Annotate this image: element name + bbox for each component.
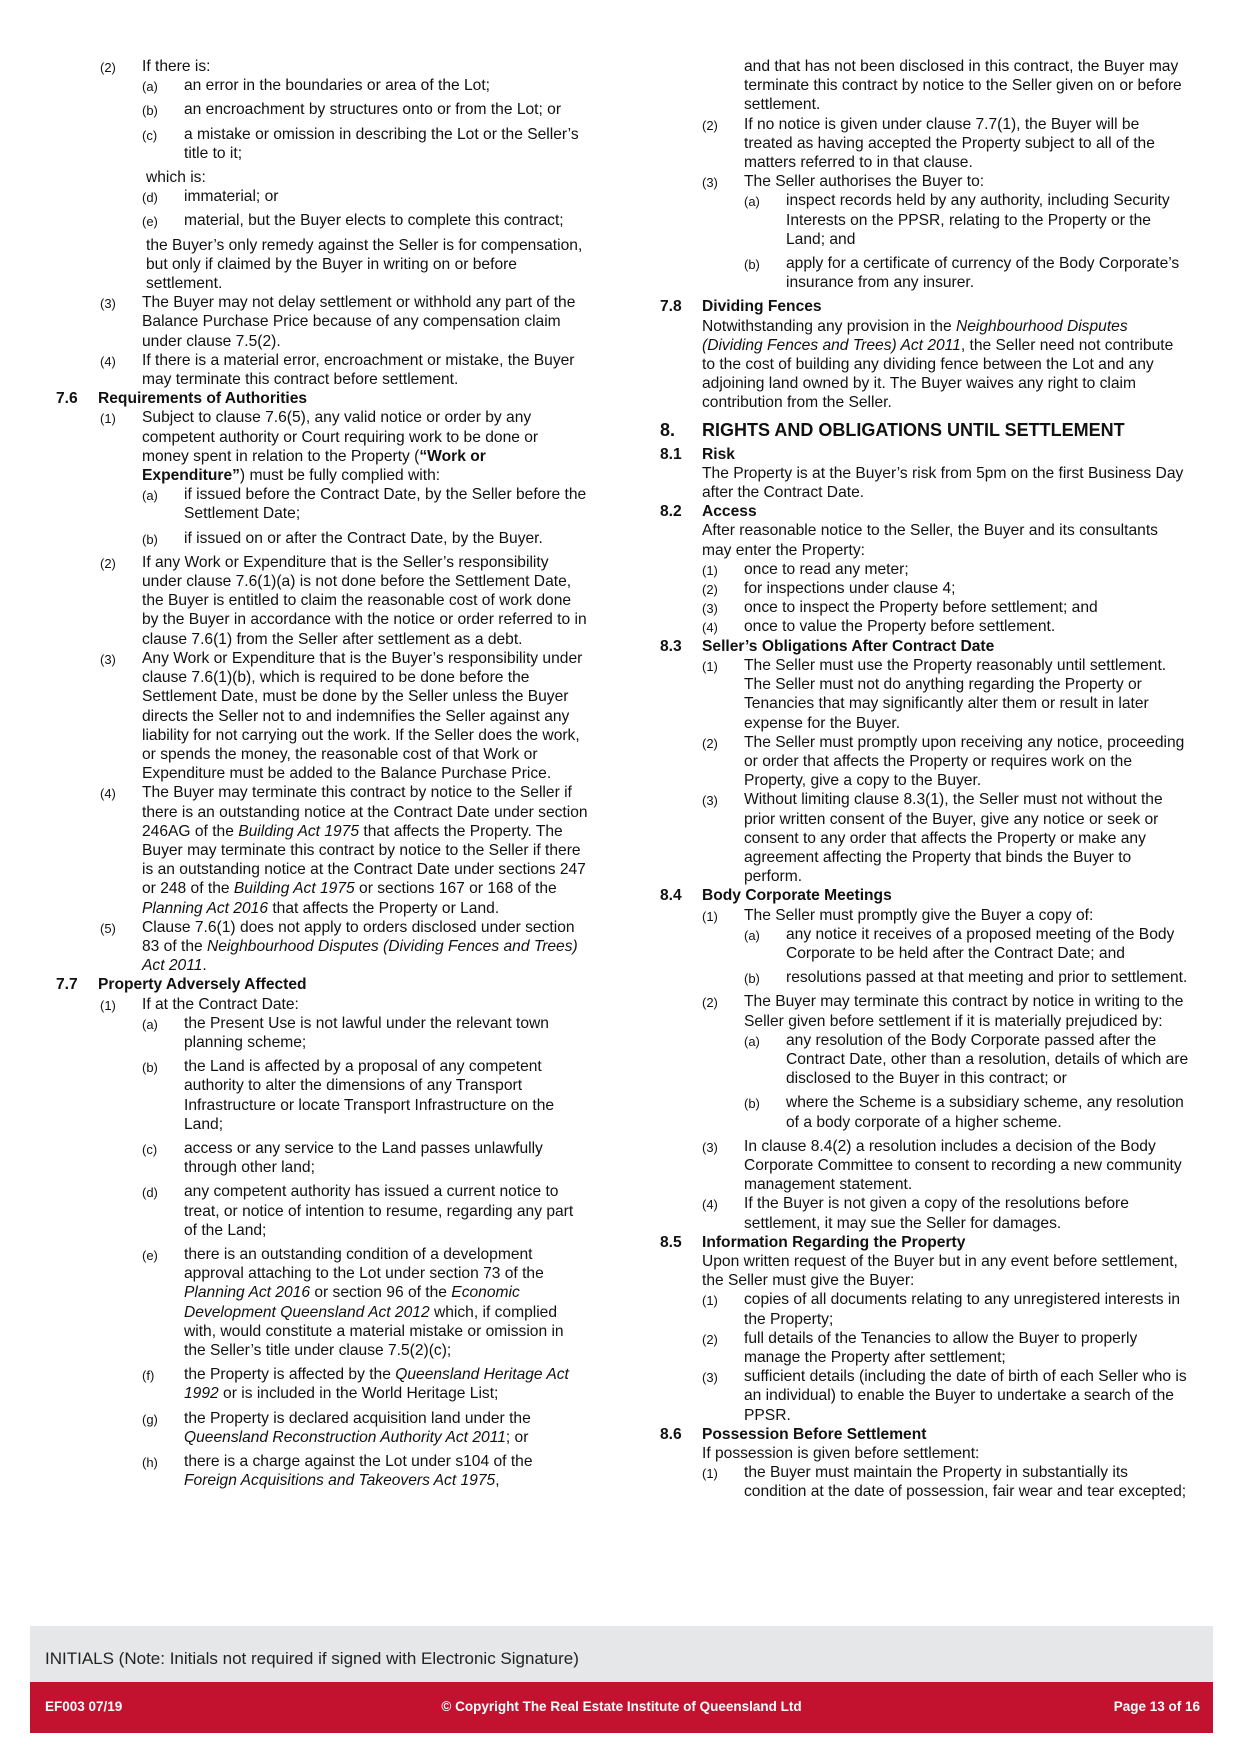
clause-paragraph [56,293,588,351]
clause-number: (b) [744,257,760,273]
clause-number: (c) [142,1141,158,1157]
clause-text: Dividing Fences [702,298,822,316]
clause-paragraph [56,529,588,548]
clause-text: Without limiting clause 8.3(1), the Seller must not without the prior written consent of the Buyer, give any notice or seek or consent to any order that affects the Property or make any agreement affecting the Property that binds the Buyer to perform. [744,791,1163,886]
clause-paragraph [660,1463,1190,1501]
clause-number: (b) [142,1060,158,1076]
clause-text: The Seller must promptly give the Buyer a copy of: [744,906,1094,924]
clause-heading [660,1425,1190,1444]
clause-number: 8.4 [660,887,682,905]
clause-number: (e) [142,214,158,230]
clause-paragraph [56,1452,588,1490]
clause-text: If possession is given before settlement: [702,1445,980,1463]
clause-text: the Buyer must maintain the Property in substantially its condition at the date of possession, fair wear and tear excepted; [744,1464,1187,1501]
clause-number: (4) [702,1197,718,1213]
footer-page-number: Page 13 of 16 [1113,1699,1200,1714]
footer-copyright: © Copyright The Real Estate Institute of Queensland Ltd [441,1699,802,1714]
clause-paragraph [56,125,588,163]
clause-paragraph [660,992,1190,1030]
clause-number: (2) [702,1331,718,1347]
clause-text: for inspections under clause 4; [744,580,956,598]
clause-number: (1) [100,411,116,427]
clause-text: any competent authority has issued a current notice to treat, or notice of intention to resume, regarding any part of the Land; [184,1183,574,1239]
left-column [56,57,588,1490]
clause-number: (e) [142,1247,158,1263]
clause-paragraph [56,1365,588,1403]
clause-text: if issued before the Contract Date, by the Seller before the Settlement Date; [184,486,587,523]
clause-text: apply for a certificate of currency of the Body Corporate’s insurance from any insurer. [786,255,1180,292]
clause-paragraph [56,1409,588,1447]
clause-number: (1) [702,1293,718,1309]
clause-paragraph [56,57,588,76]
clause-paragraph [660,925,1190,963]
clause-paragraph [56,236,588,294]
clause-text: which is: [146,169,206,187]
clause-number: (2) [702,582,718,598]
clause-number: (3) [702,175,718,191]
clause-text: Seller’s Obligations After Contract Date [702,637,995,655]
clause-text: a mistake or omission in describing the Lot or the Seller’s title to it; [184,125,579,162]
clause-paragraph [660,1194,1190,1232]
clause-text: once to value the Property before settlement. [744,618,1056,636]
clause-number: (a) [744,194,760,210]
clause-heading [660,637,1190,656]
clause-paragraph [660,733,1190,791]
clause-text: Information Regarding the Property [702,1233,966,1251]
clause-paragraph [660,521,1190,559]
clause-text: The Buyer may terminate this contract by notice in writing to the Seller given before settlement if it is materially prejudiced by: [744,993,1184,1030]
clause-number: (b) [744,971,760,987]
clause-paragraph [660,1031,1190,1089]
clause-number: 7.7 [56,976,78,994]
clause-text: there is a charge against the Lot under s104 of the Foreign Acquisitions and Takeovers Act 1975, [184,1453,533,1490]
clause-text: once to inspect the Property before settlement; and [744,599,1098,617]
clause-heading [660,1233,1190,1252]
clause-text: If there is a material error, encroachment or mistake, the Buyer may terminate this contract before settlement. [142,351,575,389]
clause-number: 7.8 [660,298,682,316]
clause-number: (b) [744,1096,760,1112]
clause-paragraph [56,168,588,187]
clause-text: The Seller must use the Property reasonably until settlement. The Seller must not do anything regarding the Property or Tenancies that may significantly alter them or result in later expense for the Buyer. [744,656,1167,732]
clause-paragraph [56,1014,588,1052]
clause-paragraph [56,408,588,485]
clause-heading [660,886,1190,905]
initials-box [30,1626,1213,1682]
clause-paragraph [660,1367,1190,1425]
clause-number: (4) [702,620,718,636]
clause-paragraph [56,485,588,523]
clause-paragraph [56,1139,588,1177]
clause-text: Requirements of Authorities [98,390,308,408]
clause-text: copies of all documents relating to any unregistered interests in the Property; [744,1291,1181,1328]
clause-paragraph [660,57,1190,115]
clause-text: After reasonable notice to the Seller, the Buyer and its consultants may enter the Property: [702,522,1158,559]
clause-paragraph [660,968,1190,987]
clause-paragraph [660,317,1190,413]
clause-text: Any Work or Expenditure that is the Buyer’s responsibility under clause 7.6(1)(b), which is required to be done before the Settlement Date, must be done by the Seller unless the Buyer directs the Seller not to and indemnifies the Seller against any liability for not carrying out the work. If the Seller does the work, or spends the money, the reasonable cost of that Work or Expenditure must be added to the Balance Purchase Price. [142,649,583,783]
clause-text: Access [702,503,757,521]
clause-text: Risk [702,445,735,463]
clause-number: (b) [142,103,158,119]
clause-paragraph [660,656,1190,733]
clause-text: Possession Before Settlement [702,1425,927,1443]
clause-text: full details of the Tenancies to allow the Buyer to properly manage the Property after settlement; [744,1329,1138,1366]
clause-number: (3) [100,296,116,312]
initials-note: INITIALS (Note: Initials not required if signed with Electronic Signature) [45,1649,579,1668]
clause-number: 8.6 [660,1425,682,1443]
clause-text: Clause 7.6(1) does not apply to orders disclosed under section 83 of the Neighbourhood Disputes (Dividing Fences and Trees) Act 2011. [142,918,578,975]
clause-paragraph [56,1245,588,1360]
clause-text: If the Buyer is not given a copy of the resolutions before settlement, it may sue the Seller for damages. [744,1195,1129,1232]
clause-text: there is an outstanding condition of a development approval attaching to the Lot under section 73 of the Planning Act 2016 or section 96 of the Economic Development Queensland Act 2012 which, if complied with, would constitute a material mistake or omission in the Seller’s title under clause 7.5(2)(c); [184,1245,564,1359]
clause-paragraph [56,918,588,976]
clause-number: (2) [100,555,116,571]
clause-text: resolutions passed at that meeting and prior to settlement. [786,969,1188,987]
clause-number: (d) [142,1185,158,1201]
clause-text: Property Adversely Affected [98,976,307,994]
clause-text: once to read any meter; [744,560,909,578]
clause-text: The Buyer may terminate this contract by notice to the Seller if there is an outstanding notice at the Contract Date under section 246AG of the Building Act 1975 that affects the Property. The Buyer may terminate this contract by notice to the Seller if there is an outstanding notice at the Contract Date under sections 247 or 248 of the Building Act 1975 or sections 167 or 168 of the Planning Act 2016 that affects the Property or Land. [142,784,588,917]
clause-paragraph [56,100,588,119]
clause-paragraph [56,187,588,206]
clause-text: If any Work or Expenditure that is the Seller’s responsibility under clause 7.6(1)(a) is not done before the Settlement Date, the Buyer is entitled to claim the reasonable cost of work done by the Buyer in accordance with the notice or order referred to in clause 7.6(1) from the Seller after settlement as a debt. [142,553,587,648]
clause-number: (a) [142,488,158,504]
clause-text: inspect records held by any authority, including Security Interests on the PPSR, relating to the Property or the Land; and [786,192,1170,248]
clause-number: (4) [100,786,116,802]
clause-paragraph [660,191,1190,249]
clause-number: (1) [702,562,718,578]
clause-text: Upon written request of the Buyer but in any event before settlement, the Seller must give the Buyer: [702,1252,1178,1290]
clause-number: (4) [100,353,116,369]
clause-number: (2) [702,117,718,133]
clause-number: (f) [142,1368,155,1384]
clause-paragraph [660,1252,1190,1290]
clause-paragraph [56,649,588,783]
clause-paragraph [56,783,588,917]
clause-number: (h) [142,1455,158,1471]
clause-text: any notice it receives of a proposed meeting of the Body Corporate to be held after the Contract Date; and [786,925,1175,962]
clause-text: the Land is affected by a proposal of any competent authority to alter the dimensions of any Transport Infrastructure or locate Transport Infrastructure on the Land; [184,1058,555,1133]
clause-paragraph [660,1290,1190,1328]
clause-number: 8.5 [660,1233,682,1251]
clause-number: 8. [660,419,676,440]
clause-text: If at the Contract Date: [142,995,299,1013]
clause-heading [56,389,588,408]
clause-number: (b) [142,531,158,547]
clause-text: if issued on or after the Contract Date, by the Buyer. [184,529,543,547]
clause-number: 7.6 [56,390,78,408]
clause-number: (1) [702,1466,718,1482]
clause-paragraph [660,1329,1190,1367]
clause-number: (a) [744,1033,760,1049]
clause-paragraph [56,211,588,230]
clause-paragraph [660,560,1190,579]
clause-paragraph [660,172,1190,191]
clause-paragraph [660,464,1190,502]
clause-text: If no notice is given under clause 7.7(1), the Buyer will be treated as having accepted the Property subject to all of the matters referred to in that clause. [744,115,1155,172]
clause-paragraph [660,1137,1190,1195]
clause-number: 8.1 [660,445,682,463]
clause-number: (c) [142,127,158,143]
clause-text: material, but the Buyer elects to complete this contract; [184,212,564,230]
clause-text: the Property is declared acquisition land under the Queensland Reconstruction Authority Act 2011; or [184,1409,531,1446]
clause-paragraph [56,351,588,389]
clause-number: (1) [100,997,116,1013]
page-footer [30,1682,1213,1733]
clause-paragraph [660,254,1190,292]
clause-text: immaterial; or [184,188,279,206]
clause-number: (3) [702,793,718,809]
clause-text: and that has not been disclosed in this contract, the Buyer may terminate this contract by notice to the Seller given on or before settlement. [744,58,1182,114]
clause-number: 8.2 [660,503,682,521]
clause-heading [660,297,1190,316]
clause-paragraph [56,76,588,95]
clause-text: Body Corporate Meetings [702,887,892,905]
clause-text: any resolution of the Body Corporate passed after the Contract Date, other than a resolution, details of which are disclosed to the Buyer in this contract; or [786,1031,1189,1088]
clause-text: sufficient details (including the date of birth of each Seller who is an individual) to enable the Buyer to undertake a search of the PPSR. [744,1368,1187,1424]
clause-number: (a) [142,1016,158,1032]
clause-number: (2) [702,735,718,751]
clause-text: where the Scheme is a subsidiary scheme, any resolution of a body corporate of a higher scheme. [786,1094,1184,1131]
clause-text: access or any service to the Land passes unlawfully through other land; [184,1139,543,1177]
clause-paragraph [56,1182,588,1240]
clause-text: the Buyer’s only remedy against the Seller is for compensation, but only if claimed by the Buyer in writing on or before settlement. [146,236,583,293]
clause-number: (d) [142,190,158,206]
clause-paragraph [660,115,1190,173]
clause-paragraph [660,617,1190,636]
clause-number: (a) [142,79,158,95]
clause-number: (3) [702,1139,718,1155]
clause-text: If there is: [142,58,211,75]
clause-number: (3) [100,651,116,667]
clause-text: an encroachment by structures onto or from the Lot; or [184,101,562,119]
clause-text: The Seller must promptly upon receiving any notice, proceeding or order that affects the Property or requires work on the Property, give a copy to the Buyer. [744,733,1185,790]
clause-text: the Present Use is not lawful under the relevant town planning scheme; [184,1014,549,1051]
clause-paragraph [660,1444,1190,1463]
clause-text: Notwithstanding any provision in the Neighbourhood Disputes (Dividing Fences and Trees) Act 2011, the Seller need not contribute to the cost of building any dividing fence between the Lot and any adjoining land owned by it. The Buyer waives any right to claim contribution from the Seller. [702,317,1174,412]
clause-paragraph [56,553,588,649]
clause-paragraph [660,598,1190,617]
clause-heading [660,419,1190,441]
clause-text: the Property is affected by the Queensland Heritage Act 1992 or is included in the World Heritage List; [184,1366,569,1403]
clause-text: RIGHTS AND OBLIGATIONS UNTIL SETTLEMENT [702,419,1125,440]
clause-number: 8.3 [660,637,682,655]
clause-text: an error in the boundaries or area of the Lot; [184,77,491,95]
clause-paragraph [660,1093,1190,1131]
clause-paragraph [660,790,1190,886]
footer-form-code: EF003 07/19 [45,1699,123,1714]
clause-number: (3) [702,1370,718,1386]
clause-heading [56,975,588,994]
clause-text: Subject to clause 7.6(5), any valid notice or order by any competent authority or Court requiring work to be done or money spent in relation to the Property (“Work or Expenditure”) must be fully complied with: [142,409,539,485]
clause-number: (a) [744,927,760,943]
clause-text: The Property is at the Buyer’s risk from 5pm on the first Business Day after the Contract Date. [702,464,1184,502]
clause-number: (3) [702,601,718,617]
clause-paragraph [660,579,1190,598]
right-column [660,57,1190,1502]
clause-text: In clause 8.4(2) a resolution includes a decision of the Body Corporate Committee to consent to recording a new community management statement. [744,1137,1182,1194]
clause-number: (2) [100,60,116,75]
clause-paragraph [56,1057,588,1134]
clause-text: The Buyer may not delay settlement or withhold any part of the Balance Purchase Price because of any compensation claim under clause 7.5(2). [142,294,576,350]
clause-number: (5) [100,920,116,936]
clause-heading [660,502,1190,521]
clause-heading [660,445,1190,464]
clause-number: (1) [702,658,718,674]
clause-number: (2) [702,995,718,1011]
clause-text: The Seller authorises the Buyer to: [744,173,985,191]
clause-paragraph [660,906,1190,925]
clause-number: (1) [702,908,718,924]
clause-paragraph [56,995,588,1014]
clause-number: (g) [142,1411,158,1427]
